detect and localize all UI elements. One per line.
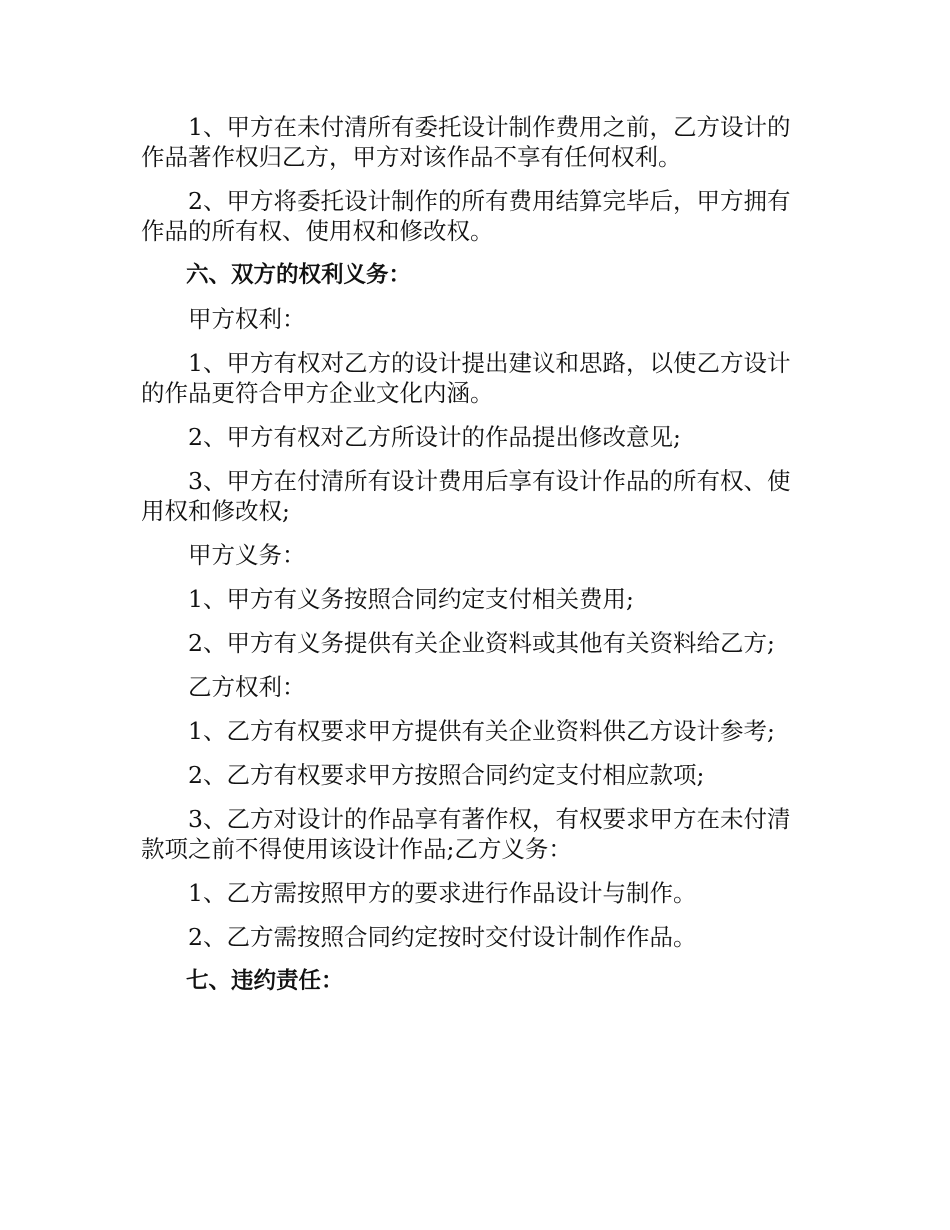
clause-paragraph: 1、乙方有权要求甲方提供有关企业资料供乙方设计参考; — [188, 717, 775, 745]
clause-paragraph: 1、甲方在未付清所有委托设计制作费用之前，乙方设计的作品著作权归乙方，甲方对该作品不享有任何权利。 — [141, 113, 791, 171]
clause-paragraph: 2、乙方需按照合同约定按时交付设计制作作品。 — [188, 923, 697, 951]
section-heading: 六、双方的权利义务： — [186, 262, 412, 288]
subsection-label: 甲方义务： — [188, 541, 306, 569]
clause-paragraph: 3、甲方在付清所有设计费用后享有设计作品的所有权、使用权和修改权; — [141, 467, 791, 525]
clause-paragraph: 1、甲方有义务按照合同约定支付相关费用; — [188, 585, 634, 613]
clause-paragraph: 2、甲方有义务提供有关企业资料或其他有关资料给乙方; — [188, 629, 775, 657]
clause-paragraph: 2、甲方有权对乙方所设计的作品提出修改意见; — [188, 423, 681, 451]
subsection-label: 乙方权利： — [188, 673, 306, 701]
clause-paragraph: 3、乙方对设计的作品享有著作权，有权要求甲方在未付清款项之前不得使用该设计作品;乙方义务： — [141, 805, 791, 863]
section-heading: 七、违约责任： — [186, 968, 344, 994]
clause-paragraph: 1、乙方需按照甲方的要求进行作品设计与制作。 — [188, 879, 697, 907]
clause-paragraph: 1、甲方有权对乙方的设计提出建议和思路，以使乙方设计的作品更符合甲方企业文化内涵。 — [141, 349, 791, 407]
clause-paragraph: 2、乙方有权要求甲方按照合同约定支付相应款项; — [188, 761, 705, 789]
clause-paragraph: 2、甲方将委托设计制作的所有费用结算完毕后，甲方拥有作品的所有权、使用权和修改权。 — [141, 187, 791, 245]
document-body — [141, 112, 809, 1010]
subsection-label: 甲方权利： — [188, 305, 306, 333]
